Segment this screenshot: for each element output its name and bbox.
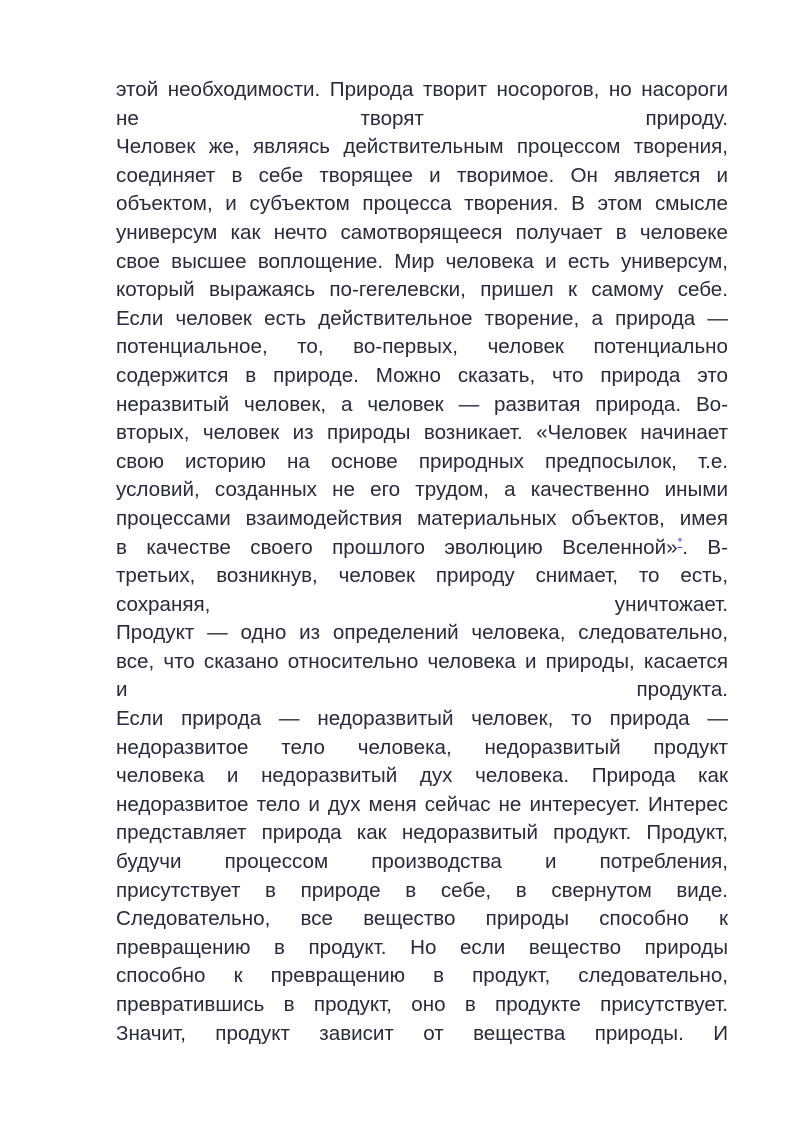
text-line-content: Продукт — одно из определений человека, следовательно, bbox=[116, 621, 728, 645]
text-line bbox=[116, 762, 728, 791]
text-line bbox=[116, 219, 728, 248]
text-line bbox=[116, 248, 728, 277]
text-line-content: который выражаясь по-гегелевски, пришел к самому себе. bbox=[116, 278, 728, 302]
text-line-content: третьих, возникнув, человек природу снимает, то есть, bbox=[116, 564, 728, 588]
text-line bbox=[116, 648, 728, 677]
text-line bbox=[116, 962, 728, 991]
text-line-content: недоразвитое тело и дух меня сейчас не интересует. Интерес bbox=[116, 792, 728, 816]
text-line bbox=[116, 1020, 728, 1049]
text-line bbox=[116, 534, 728, 563]
text-line bbox=[116, 905, 728, 934]
text-line bbox=[116, 991, 728, 1020]
text-line bbox=[116, 819, 728, 848]
text-line bbox=[116, 276, 728, 305]
text-line bbox=[116, 162, 728, 191]
text-line-content: Если человек есть действительное творение, а природа — bbox=[116, 306, 728, 330]
text-line bbox=[116, 419, 728, 448]
text-line-content: свою историю на основе природных предпосылок, т.е. bbox=[116, 449, 728, 473]
text-line bbox=[116, 705, 728, 734]
text-line-content: недоразвитое тело человека, недоразвитый продукт bbox=[116, 735, 728, 759]
text-line-content: будучи процессом производства и потребления, bbox=[116, 850, 728, 874]
text-line bbox=[116, 333, 728, 362]
text-line-content: универсум как нечто самотворящееся получает в человеке bbox=[116, 220, 728, 244]
text-line bbox=[116, 676, 728, 705]
text-line-content: Человек же, являясь действительным процессом творения, bbox=[116, 135, 728, 159]
text-line-content: способно к превращению в продукт, следовательно, bbox=[116, 964, 728, 988]
text-line-content: содержится в природе. Можно сказать, что природа это bbox=[116, 363, 728, 387]
text-line-content: представляет природа как недоразвитый продукт. Продукт, bbox=[116, 821, 728, 845]
text-line bbox=[116, 133, 728, 162]
text-line-content: процессами взаимодействия материальных объектов, имея bbox=[116, 506, 728, 530]
text-line bbox=[116, 619, 728, 648]
text-line bbox=[116, 305, 728, 334]
text-line-content: вторых, человек из природы возникает. «Человек начинает bbox=[116, 421, 728, 445]
text-line-content: не творят природу. bbox=[116, 106, 728, 130]
text-line-content: превратившись в продукт, оно в продукте присутствует. bbox=[116, 993, 728, 1016]
text-line bbox=[116, 591, 728, 620]
body-text bbox=[116, 76, 728, 1048]
text-line bbox=[116, 448, 728, 477]
text-line bbox=[116, 362, 728, 391]
text-line bbox=[116, 391, 728, 420]
text-line-content: в качестве своего прошлого эволюцию Вселенной» bbox=[116, 535, 678, 559]
text-line-content: превращению в продукт. Но если вещество природы bbox=[116, 935, 728, 959]
text-line bbox=[116, 791, 728, 820]
text-line bbox=[116, 105, 728, 134]
text-line-content: условий, созданных не его трудом, а качественно иными bbox=[116, 478, 728, 502]
text-line-content: потенциальное, то, во-первых, человек потенциально bbox=[116, 335, 728, 359]
text-line bbox=[116, 476, 728, 505]
text-line-content: Если природа — недоразвитый человек, то природа — bbox=[116, 707, 728, 731]
text-line bbox=[116, 76, 728, 105]
footnote-link[interactable]: * bbox=[677, 534, 683, 549]
text-line bbox=[116, 877, 728, 906]
text-line-content: этой необходимости. Природа творит носорогов, но насороги bbox=[116, 78, 728, 101]
text-line-content: все, что сказано относительно человека и природы, касается bbox=[116, 649, 728, 673]
text-line-content: неразвитый человек, а человек — развитая природа. Во- bbox=[116, 392, 728, 416]
text-line-content: и продукта. bbox=[116, 678, 728, 702]
text-line-content: присутствует в природе в себе, в свернутом виде. bbox=[116, 878, 728, 902]
text-line-content: Значит, продукт зависит от вещества природы. И bbox=[116, 1021, 728, 1045]
text-line bbox=[116, 934, 728, 963]
text-line bbox=[116, 505, 728, 534]
text-line-content: объектом, и субъектом процесса творения. В этом смысле bbox=[116, 192, 728, 216]
text-line bbox=[116, 734, 728, 763]
text-line-content: человека и недоразвитый дух человека. Природа как bbox=[116, 764, 728, 788]
text-line-content: соединяет в себе творящее и творимое. Он является и bbox=[116, 163, 728, 187]
text-line-content: свое высшее воплощение. Мир человека и есть универсум, bbox=[116, 249, 728, 273]
text-line-tail: . В- bbox=[682, 535, 728, 559]
text-line bbox=[116, 190, 728, 219]
text-line bbox=[116, 562, 728, 591]
text-line-content: Следовательно, все вещество природы способно к bbox=[116, 907, 728, 931]
text-line-content: сохраняя, уничтожает. bbox=[116, 592, 728, 616]
text-line bbox=[116, 848, 728, 877]
